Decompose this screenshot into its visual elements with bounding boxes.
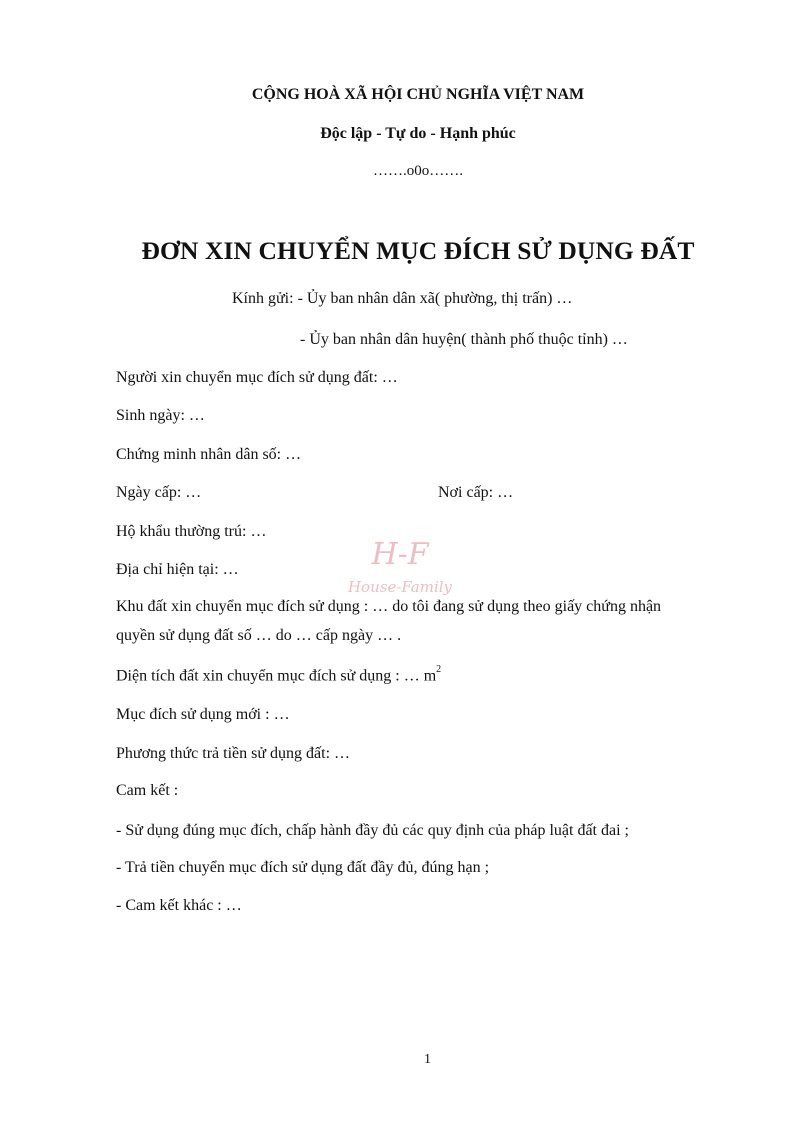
commitment-heading: Cam kết :: [116, 782, 179, 799]
country-heading: CỘNG HOÀ XÃ HỘI CHỦ NGHĨA VIỆT NAM: [251, 86, 585, 103]
birth-date-field: Sinh ngày: …: [116, 407, 205, 424]
issue-date-field: Ngày cấp: …: [116, 484, 202, 501]
commitment-item: - Cam kết khác : …: [116, 897, 242, 914]
issue-place-field: Nơi cấp: …: [438, 484, 514, 501]
watermark-monogram: H-F: [371, 537, 429, 572]
address-field: Địa chỉ hiện tại: …: [116, 561, 239, 578]
land-description-line-1: Khu đất xin chuyển mục đích sử dụng : … do tôi đang sử dụng theo giấy chứng nhận: [116, 598, 662, 615]
applicant-field: Người xin chuyển mục đích sử dụng đất: …: [116, 369, 398, 386]
area-unit-superscript: 2: [436, 664, 442, 675]
area-text: Diện tích đất xin chuyển mục đích sử dụng : … m: [116, 667, 437, 685]
commitment-item: - Sử dụng đúng mục đích, chấp hành đầy đủ các quy định của pháp luật đất đai ;: [116, 822, 629, 839]
document-title: ĐƠN XIN CHUYỂN MỤC ĐÍCH SỬ DỤNG ĐẤT: [141, 236, 695, 265]
new-purpose-field: Mục đích sử dụng mới : …: [116, 706, 290, 723]
recipient-line-1: Kính gửi: - Ủy ban nhân dân xã( phường, thị trấn) …: [232, 290, 573, 307]
land-description-line-2: quyền sử dụng đất số … do … cấp ngày … .: [116, 627, 402, 644]
header-separator: …….o0o…….: [373, 163, 463, 179]
house-family-watermark: [330, 530, 470, 610]
household-field: Hộ khẩu thường trú: …: [116, 523, 267, 540]
watermark-brand: House-Family: [347, 578, 453, 596]
recipient-line-2: - Ủy ban nhân dân huyện( thành phố thuộc tỉnh) …: [300, 331, 628, 348]
area-field: [116, 666, 441, 685]
payment-method-field: Phương thức trả tiền sử dụng đất: …: [116, 745, 351, 762]
page-number: 1: [424, 1052, 431, 1067]
national-motto: Độc lập - Tự do - Hạnh phúc: [320, 125, 516, 142]
commitment-item: - Trả tiền chuyển mục đích sử dụng đất đầy đủ, đúng hạn ;: [116, 859, 490, 876]
id-number-field: Chứng minh nhân dân số: …: [116, 446, 302, 463]
